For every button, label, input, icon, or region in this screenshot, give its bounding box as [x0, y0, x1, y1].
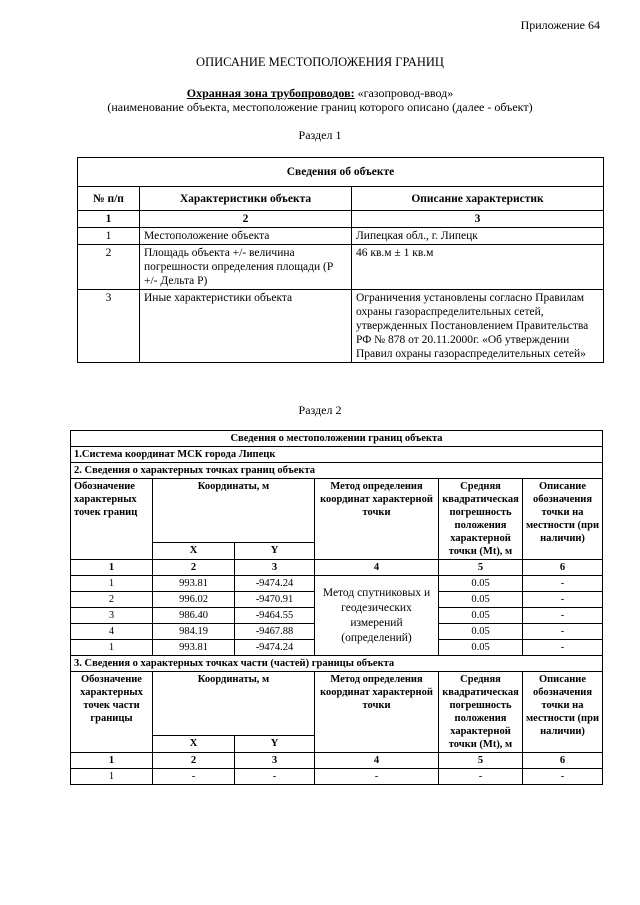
point-id: 3 — [71, 608, 153, 624]
column-number: 2 — [153, 753, 235, 769]
x-header: X — [153, 543, 235, 560]
characteristic: Площадь объекта +/- величина погрешности определения площади (Р +/- Дельта Р) — [140, 245, 352, 290]
method-value: - — [315, 769, 439, 785]
point-y: -9474.24 — [235, 640, 315, 656]
object-info-table — [77, 157, 604, 363]
characteristic-description: Липецкая обл., г. Липецк — [352, 228, 604, 245]
appendix-number: Приложение 64 — [520, 18, 600, 32]
column-number: 2 — [140, 211, 352, 228]
point-id: 1 — [71, 576, 153, 592]
description-header: Описание обозначения точки на местности (при наличии) — [523, 672, 603, 753]
row-number: 2 — [78, 245, 140, 290]
object-name-line — [0, 86, 640, 101]
y-header: Y — [235, 543, 315, 560]
table-title: Сведения об объекте — [78, 158, 604, 187]
point-description: - — [523, 608, 603, 624]
point-y: -9474.24 — [235, 576, 315, 592]
table-row — [78, 228, 604, 245]
table-row — [71, 576, 603, 592]
column-header: № п/п — [78, 187, 140, 211]
point-x: 996.02 — [153, 592, 235, 608]
point-x: 986.40 — [153, 608, 235, 624]
column-number: 3 — [235, 560, 315, 576]
point-id: 4 — [71, 624, 153, 640]
column-number: 4 — [315, 753, 439, 769]
point-mt: 0.05 — [439, 576, 523, 592]
point-mt: - — [439, 769, 523, 785]
zone-value: «газопровод-ввод» — [354, 86, 454, 100]
column-header: Характеристики объекта — [140, 187, 352, 211]
characteristic-description: 46 кв.м ± 1 кв.м — [352, 245, 604, 290]
column-number: 6 — [523, 560, 603, 576]
point-x: 993.81 — [153, 640, 235, 656]
column-number: 3 — [352, 211, 604, 228]
rms-header: Средняя квадратическая погрешность положения характерной точки (Mt), м — [439, 479, 523, 560]
y-header: Y — [235, 736, 315, 753]
row-number: 3 — [78, 290, 140, 363]
column-number: 1 — [71, 753, 153, 769]
table-row — [78, 290, 604, 363]
point-y: -9467.88 — [235, 624, 315, 640]
point-description: - — [523, 769, 603, 785]
x-header: X — [153, 736, 235, 753]
coords-header: Координаты, м — [153, 672, 315, 736]
object-subtitle: (наименование объекта, местоположение границ которого описано (далее - объект) — [107, 100, 533, 114]
point-x: - — [153, 769, 235, 785]
coords-header: Координаты, м — [153, 479, 315, 543]
part-2-title: 2. Сведения о характерных точках границ объекта — [71, 463, 603, 479]
section-1-title: Раздел 1 — [298, 128, 342, 142]
point-y: - — [235, 769, 315, 785]
column-number: 1 — [78, 211, 140, 228]
table-title: Сведения о местоположении границ объекта — [71, 431, 603, 447]
column-number: 1 — [71, 560, 153, 576]
point-description: - — [523, 576, 603, 592]
column-number: 6 — [523, 753, 603, 769]
column-number: 2 — [153, 560, 235, 576]
zone-label: Охранная зона трубопроводов: — [186, 86, 355, 100]
table-row — [71, 769, 603, 785]
point-mt: 0.05 — [439, 608, 523, 624]
part-3-title: 3. Сведения о характерных точках части (частей) границы объекта — [71, 656, 603, 672]
point-y: -9464.55 — [235, 608, 315, 624]
column-header: Описание характеристик — [352, 187, 604, 211]
point-id: 2 — [71, 592, 153, 608]
designation-header: Обозначение характерных точек границ — [71, 479, 153, 560]
characteristic: Местоположение объекта — [140, 228, 352, 245]
point-description: - — [523, 592, 603, 608]
point-y: -9470.91 — [235, 592, 315, 608]
boundary-location-table — [70, 430, 603, 785]
section-2-title: Раздел 2 — [298, 403, 342, 417]
point-description: - — [523, 624, 603, 640]
point-x: 993.81 — [153, 576, 235, 592]
point-mt: 0.05 — [439, 640, 523, 656]
column-number: 5 — [439, 753, 523, 769]
designation-header: Обозначение характерных точек части границы — [71, 672, 153, 753]
point-id: 1 — [71, 769, 153, 785]
column-number: 3 — [235, 753, 315, 769]
method-header: Метод определения координат характерной точки — [315, 479, 439, 560]
point-id: 1 — [71, 640, 153, 656]
point-mt: 0.05 — [439, 624, 523, 640]
description-header: Описание обозначения точки на местности (при наличии) — [523, 479, 603, 560]
characteristic-description: Ограничения установлены согласно Правилам охраны газораспределительных сетей, утвержденных Постановлением Правительства РФ № 878 от 20.11.2000г. «Об утверждении Правил охраны газораспределительных сетей» — [352, 290, 604, 363]
method-value: Метод спутниковых и геодезических измерений (определений) — [315, 576, 439, 656]
row-number: 1 — [78, 228, 140, 245]
point-mt: 0.05 — [439, 592, 523, 608]
characteristic: Иные характеристики объекта — [140, 290, 352, 363]
document-title: ОПИСАНИЕ МЕСТОПОЛОЖЕНИЯ ГРАНИЦ — [196, 55, 444, 69]
table-row — [78, 245, 604, 290]
point-x: 984.19 — [153, 624, 235, 640]
point-description: - — [523, 640, 603, 656]
column-number: 4 — [315, 560, 439, 576]
rms-header: Средняя квадратическая погрешность положения характерной точки (Mt), м — [439, 672, 523, 753]
method-header: Метод определения координат характерной точки — [315, 672, 439, 753]
column-number: 5 — [439, 560, 523, 576]
coordinate-system: 1.Система координат МСК города Липецк — [71, 447, 603, 463]
